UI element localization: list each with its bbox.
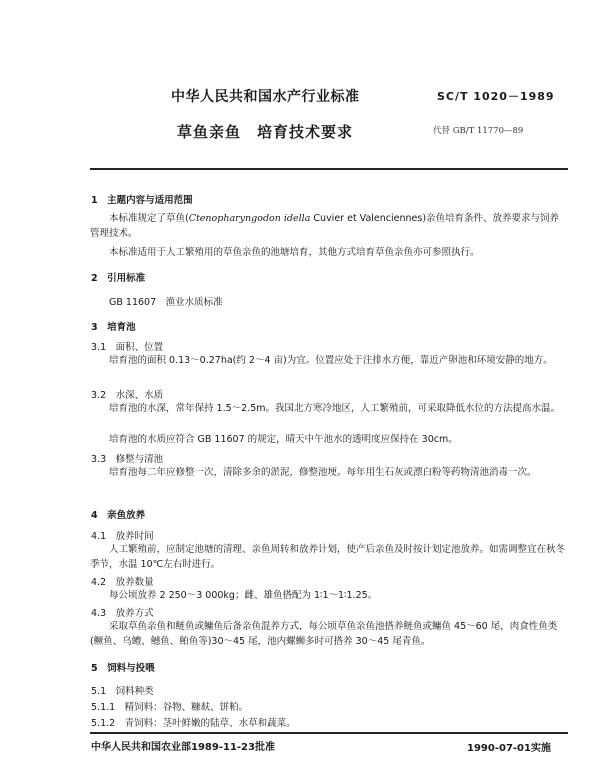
section-5-1-title: 5.1 饲料种类 xyxy=(91,686,154,697)
section-3-title: 3 培育池 xyxy=(91,322,136,333)
reference-standard: GB 11607 渔业水质标准 xyxy=(109,297,223,308)
section-1-title: 1 主题内容与适用范围 xyxy=(91,195,193,206)
implementation-date: 1990-07-01实施 xyxy=(467,743,551,754)
section-1-paragraph-1: 本标准规定了草鱼(Ctenopharyngodon idella Cuvier et Valenciennes)亲鱼培育条件、放养要求与饲养管理技术。 xyxy=(90,213,560,239)
section-5-1-1: 5.1.1 精饲料：谷物、糠麸、饼粕。 xyxy=(91,702,249,713)
section-3-2-title: 3.2 水深、水质 xyxy=(91,390,164,401)
section-1-paragraph-2: 本标准适用于人工繁殖用的草鱼亲鱼的池塘培育，其他方式培育草鱼亲鱼亦可参照执行。 xyxy=(109,247,480,258)
section-4-1-paragraph: 人工繁殖前，应制定池塘的清理、亲鱼周转和放养计划，使产后亲鱼及时按计划定池放养。如需调整宜在秋冬季节，水温 10℃左右时进行。 xyxy=(90,544,566,570)
section-4-2-title: 4.2 放养数量 xyxy=(91,577,154,588)
section-5-1-2: 5.1.2 青饲料：茎叶鲜嫩的陆草、水草和蔬菜。 xyxy=(91,718,296,729)
section-3-3-title: 3.3 修整与清池 xyxy=(91,454,164,465)
section-4-3-paragraph: 采取草鱼亲鱼和鲢鱼或鳙鱼后备亲鱼混养方式，每公顷草鱼亲鱼池搭养鲢鱼或鳙鱼 45～60 尾，肉食性鱼类(鳜鱼、乌鳢、鳡鱼、鲌鱼等)30～45 尾，池内螺蛳多时可搭养 30～45 尾青鱼。 xyxy=(90,621,558,647)
header-divider xyxy=(90,168,568,170)
section-3-1-title: 3.1 面积、位置 xyxy=(91,342,164,353)
approval-line: 中华人民共和国农业部1989-11-23批准 xyxy=(91,742,275,753)
section-4-2-paragraph: 每公顷放养 2 250～3 000kg；雌、雄鱼搭配为 1∶1～1∶1.25。 xyxy=(109,590,378,601)
section-2-title: 2 引用标准 xyxy=(91,273,146,284)
section-4-title: 4 亲鱼放养 xyxy=(91,510,146,521)
section-3-3-paragraph: 培育池每二年应修整一次，清除多余的淤泥，修整池埂。每年用生石灰或漂白粉等药物清池消毒一次。 xyxy=(109,467,537,478)
section-5-title: 5 饲料与投喂 xyxy=(91,663,155,674)
replaces-note: 代替 GB/T 11770—89 xyxy=(433,126,524,136)
issuing-body: 中华人民共和国水产行业标准 xyxy=(171,89,360,105)
section-4-1-title: 4.1 放养时间 xyxy=(91,531,154,542)
species-latin-name: Ctenopharyngodon idella xyxy=(188,213,311,224)
section-4-3-title: 4.3 放养方式 xyxy=(91,608,154,619)
section-3-2-paragraph-2: 培育池的水质应符合 GB 11607 的规定，晴天中午池水的透明度应保持在 30cm。 xyxy=(109,434,458,445)
section-3-2-paragraph-1: 培育池的水深，常年保持 1.5～2.5m。我国北方寒冷地区，人工繁殖前，可采取降低水位的方法提高水温。 xyxy=(109,403,560,414)
standard-number: SC/T 1020－1989 xyxy=(437,90,555,103)
footer-divider xyxy=(90,732,568,734)
document-title: 草鱼亲鱼 培育技术要求 xyxy=(177,123,354,141)
section-3-1-paragraph: 培育池的面积 0.13～0.27ha(约 2～4 亩)为宜。位置应处于注排水方便，靠近产卵池和环境安静的地方。 xyxy=(109,355,553,366)
